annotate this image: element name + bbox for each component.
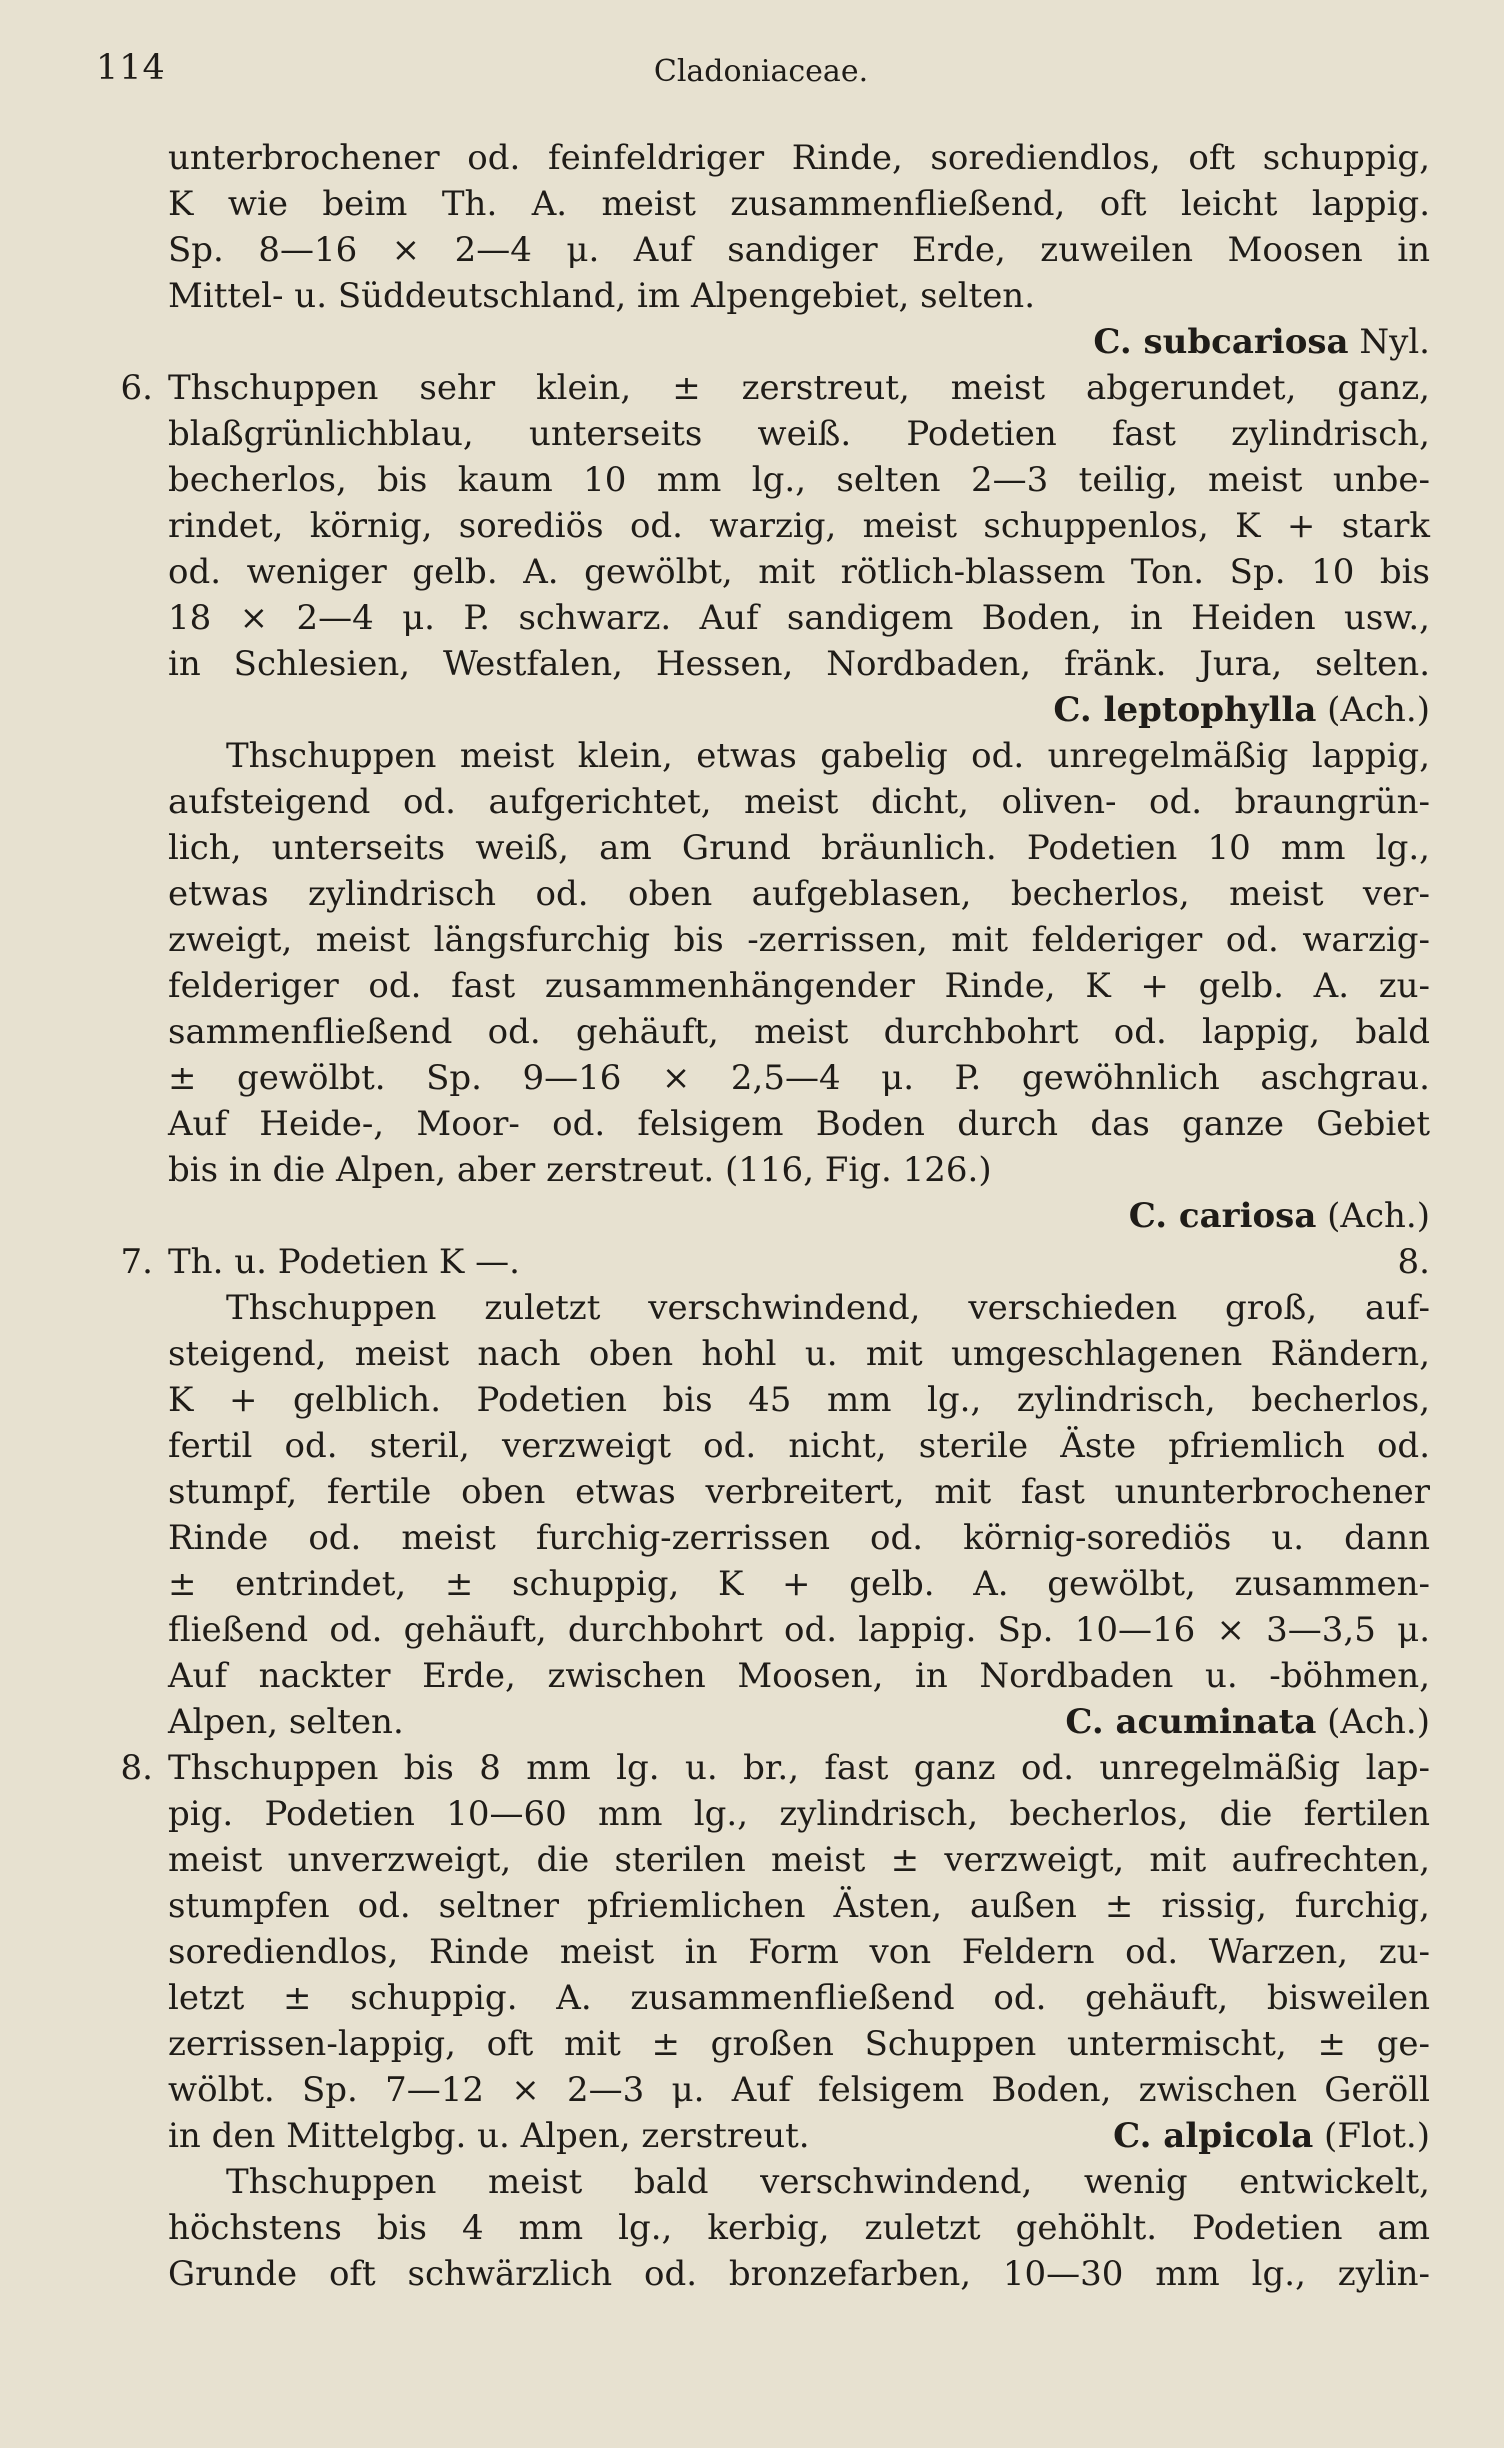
text-line: Auf Heide-, Moor- od. felsigem Boden durch das ganze Gebiet — [168, 1104, 1430, 1144]
text-line: aufsteigend od. aufgerichtet, meist dicht, oliven- od. braungrün- — [168, 782, 1430, 822]
text-block — [120, 1239, 1430, 1285]
text-line: zweigt, meist längsfurchig bis -zerrissen, mit felderiger od. warzig- — [168, 920, 1430, 960]
text-line: Mittel- u. Süddeutschland, im Alpengebiet, selten. — [168, 276, 1036, 316]
text-line — [168, 1699, 1430, 1745]
species-name: C. leptophylla — [1053, 690, 1317, 730]
text-line: stumpfen od. seltner pfriemlichen Ästen, außen ± rissig, furchig, — [168, 1886, 1430, 1926]
text-block — [120, 1745, 1430, 2113]
text-line: ± entrindet, ± schuppig, K + gelb. A. gewölbt, zusammen- — [168, 1564, 1430, 1604]
item-number: 8. — [120, 1748, 153, 1788]
text-line: lich, unterseits weiß, am Grund bräunlich. Podetien 10 mm lg., — [168, 828, 1430, 868]
item-number: 7. — [120, 1242, 153, 1282]
text-line: felderiger od. fast zusammenhängender Rinde, K + gelb. A. zu- — [168, 966, 1430, 1006]
page-number: 114 — [96, 48, 166, 88]
species-authority: (Ach.) — [1316, 1196, 1430, 1236]
species-line — [168, 319, 1430, 365]
text-line: Thschuppen bis 8 mm lg. u. br., fast ganz od. unregelmäßig lap- — [168, 1748, 1430, 1788]
text-line: stumpf, fertile oben etwas verbreitert, mit fast ununterbrochener — [168, 1472, 1430, 1512]
text-line: steigend, meist nach oben hohl u. mit umgeschlagenen Rändern, — [168, 1334, 1430, 1374]
species-line — [168, 687, 1430, 733]
species-name: C. alpicola — [1113, 2116, 1314, 2156]
text-line: meist unverzweigt, die sterilen meist ± verzweigt, mit aufrechten, — [168, 1840, 1430, 1880]
item-number: 6. — [120, 368, 153, 408]
text-line: ± gewölbt. Sp. 9—16 × 2,5—4 μ. P. gewöhnlich aschgrau. — [168, 1058, 1430, 1098]
text-line: blaßgrünlichblau, unterseits weiß. Podetien fast zylindrisch, — [168, 414, 1430, 454]
text-line: fließend od. gehäuft, durchbohrt od. lappig. Sp. 10—16 × 3—3,5 μ. — [168, 1610, 1430, 1650]
species-line — [1113, 2113, 1430, 2159]
line-left: in den Mittelgbg. u. Alpen, zerstreut. — [168, 2116, 810, 2156]
species-authority: (Flot.) — [1313, 2116, 1430, 2156]
species-authority: (Ach.) — [1316, 690, 1430, 730]
text-line: rindet, körnig, sorediös od. warzig, meist schuppenlos, K + stark — [168, 506, 1430, 546]
species-name: C. cariosa — [1128, 1196, 1317, 1236]
species-line — [168, 1193, 1430, 1239]
text-line: Thschuppen zuletzt verschwindend, verschieden groß, auf- — [226, 1288, 1430, 1328]
text-line: Sp. 8—16 × 2—4 μ. Auf sandiger Erde, zuweilen Moosen in — [168, 230, 1430, 270]
text-block — [168, 2113, 1430, 2159]
species-name: C. subcariosa — [1093, 322, 1349, 362]
text-line: zerrissen-lappig, oft mit ± großen Schuppen untermischt, ± ge- — [168, 2024, 1430, 2064]
text-line: höchstens bis 4 mm lg., kerbig, zuletzt gehöhlt. Podetien am — [168, 2208, 1430, 2248]
text-line: Thschuppen meist klein, etwas gabelig od. unregelmäßig lappig, — [226, 736, 1430, 776]
text-block — [168, 319, 1430, 365]
text-line — [168, 2113, 1430, 2159]
text-block — [168, 2159, 1430, 2297]
text-line: K wie beim Th. A. meist zusammenfließend, oft leicht lappig. — [168, 184, 1430, 224]
text-block — [168, 1285, 1430, 1699]
text-line: etwas zylindrisch od. oben aufgeblasen, becherlos, meist ver- — [168, 874, 1430, 914]
text-line: Rinde od. meist furchig-zerrissen od. körnig-sorediös u. dann — [168, 1518, 1430, 1558]
text-line: Thschuppen sehr klein, ± zerstreut, meist abgerundet, ganz, — [168, 368, 1430, 408]
text-line: K + gelblich. Podetien bis 45 mm lg., zylindrisch, becherlos, — [168, 1380, 1430, 1420]
text-line: letzt ± schuppig. A. zusammenfließend od. gehäuft, bisweilen — [168, 1978, 1430, 2018]
page-body — [120, 135, 1430, 2297]
species-line — [1065, 1699, 1430, 1745]
line-right: 8. — [1397, 1242, 1430, 1282]
text-line: Grunde oft schwärzlich od. bronzefarben, 10—30 mm lg., zylin- — [168, 2254, 1430, 2294]
text-block — [168, 1699, 1430, 1745]
text-line: in Schlesien, Westfalen, Hessen, Nordbaden, fränk. Jura, selten. — [168, 644, 1430, 684]
text-line: pig. Podetien 10—60 mm lg., zylindrisch, becherlos, die fertilen — [168, 1794, 1430, 1834]
text-line: fertil od. steril, verzweigt od. nicht, sterile Äste pfriemlich od. — [168, 1426, 1430, 1466]
text-line: Auf nackter Erde, zwischen Moosen, in Nordbaden u. -böhmen, — [168, 1656, 1430, 1696]
text-line: unterbrochener od. feinfeldriger Rinde, sorediendlos, oft schuppig, — [168, 138, 1430, 178]
text-block — [168, 733, 1430, 1193]
running-title: Cladoniaceae. — [653, 54, 869, 89]
species-authority: Nyl. — [1348, 322, 1430, 362]
text-line: bis in die Alpen, aber zerstreut. (116, Fig. 126.) — [168, 1150, 992, 1190]
line-left: Th. u. Podetien K —. — [168, 1242, 520, 1282]
text-block — [168, 687, 1430, 733]
text-block — [120, 365, 1430, 687]
text-line: Thschuppen meist bald verschwindend, wenig entwickelt, — [226, 2162, 1430, 2202]
text-line: wölbt. Sp. 7—12 × 2—3 μ. Auf felsigem Boden, zwischen Geröll — [168, 2070, 1430, 2110]
text-line: 18 × 2—4 μ. P. schwarz. Auf sandigem Boden, in Heiden usw., — [168, 598, 1430, 638]
text-line: becherlos, bis kaum 10 mm lg., selten 2—3 teilig, meist unbe- — [168, 460, 1430, 500]
line-left: Alpen, selten. — [168, 1702, 404, 1742]
text-line — [168, 1239, 1430, 1285]
text-line: od. weniger gelb. A. gewölbt, mit rötlich-blassem Ton. Sp. 10 bis — [168, 552, 1430, 592]
text-line: sammenfließend od. gehäuft, meist durchbohrt od. lappig, bald — [168, 1012, 1430, 1052]
page-header — [96, 48, 1426, 98]
text-line: sorediendlos, Rinde meist in Form von Feldern od. Warzen, zu- — [168, 1932, 1430, 1972]
text-block — [168, 1193, 1430, 1239]
species-authority: (Ach.) — [1316, 1702, 1430, 1742]
text-block — [168, 135, 1430, 319]
species-name: C. acuminata — [1065, 1702, 1317, 1742]
